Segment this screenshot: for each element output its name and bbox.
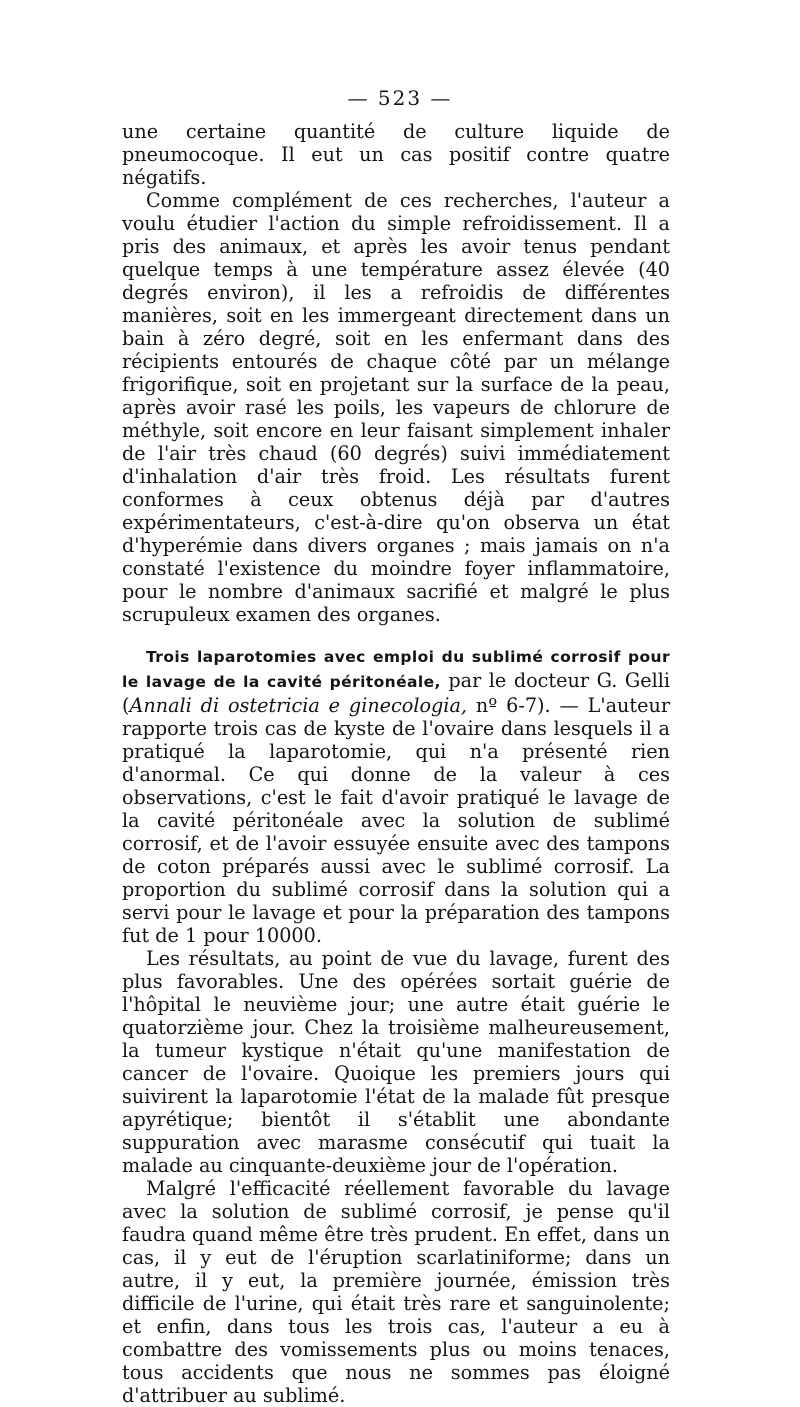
paragraph-refroidissement: Comme complément de ces recherches, l'auteur a voulu étudier l'action du simple refroidissement. Il a pris des animaux, et après les avoir tenus pendant quelque temps à une température assez élevée (40 degrés environ), il les a refroidis de différentes manières, soit en les immergeant directement dans un bain à zéro degré, soit en les enfermant dans des récipients entourés de chaque côté par un mélange frigorifique, soit en projetant sur la surface de la peau, après avoir rasé les poils, les vapeurs de chlorure de méthyle, soit encore en leur faisant simplement inhaler de l'air très chaud (60 degrés) suivi immédiatement d'inhalation d'air très froid. Les résultats furent conformes à ceux obtenus déjà par d'autres expérimentateurs, c'est-à-dire qu'on observa un état d'hyperémie dans divers organes ; mais jamais on n'a constaté l'existence du moindre foyer inflammatoire, pour le nombre d'animaux sacrifié et malgré le plus scrupuleux examen des organes. bbox=[122, 189, 670, 626]
body-text bbox=[122, 120, 670, 1407]
section-gap bbox=[122, 626, 670, 644]
author-text: par le docteur G. Gelli ( bbox=[122, 669, 670, 717]
paragraph-resultats: Les résultats, au point de vue du lavage, furent des plus favorables. Une des opérées sortait guérie de l'hôpital le neuvième jour; une autre était guérie le quatorzième jour. Chez la troisième malheureusement, la tumeur kystique n'était qu'une manifestation de cancer de l'ovaire. Quoique les premiers jours qui suivirent la laparotomie l'état de la malade fût presque apyrétique; bientôt il s'établit une abondante suppuration avec marasme consécutif qui tuait la malade au cinquante-deuxième jour de l'opération. bbox=[122, 947, 670, 1177]
journal-title: Annali di ostetricia e ginecologia, bbox=[129, 694, 467, 717]
paragraph-continuation: une certaine quantité de culture liquide de pneumocoque. Il eut un cas positif contre quatre négatifs. bbox=[122, 120, 670, 189]
paragraph-conclusion: Malgré l'efficacité réellement favorable du lavage avec la solution de sublimé corrosif, je pense qu'il faudra quand même être très prudent. En effet, dans un cas, il y eut de l'éruption scarlatiniforme; dans un autre, il y eut, la première journée, émission très difficile de l'urine, qui était très rare et sanguinolente; et enfin, dans tous les trois cas, l'auteur a eu à combattre des vomissements plus ou moins tenaces, tous accidents que nous ne sommes pas éloigné d'attribuer au sublimé. bbox=[122, 1177, 670, 1407]
paragraph-laparotomies bbox=[122, 644, 670, 947]
page-number: — 523 — bbox=[347, 86, 453, 110]
paragraph-laparotomies-body: nº 6-7). — L'auteur rapporte trois cas de kyste de l'ovaire dans lesquels il a pratiqué la laparotomie, qui n'a présenté rien d'anormal. Ce qui donne de la valeur à ces observations, c'est le fait d'avoir pratiqué le lavage de la cavité péritonéale avec la solution de sublimé corrosif, et de l'avoir essuyée ensuite avec des tampons de coton préparés aussi avec le sublimé corrosif. La proportion du sublimé corrosif dans la solution qui a servi pour le lavage et pour la préparation des tampons fut de 1 pour 10000. bbox=[122, 694, 671, 947]
section-title: Trois laparotomies avec emploi du sublimé corrosif pour le lavage de la cavité péritonéale, bbox=[122, 648, 670, 691]
